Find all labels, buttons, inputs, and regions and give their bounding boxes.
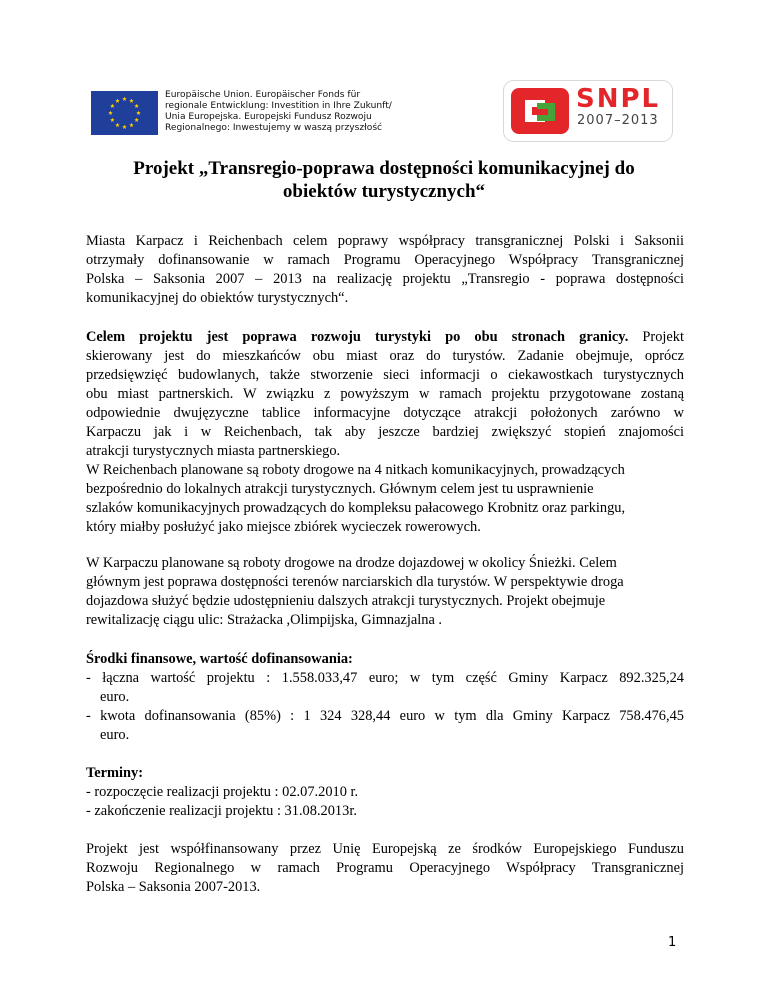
text-line: - zakończenie realizacji projektu : 31.08.2013r.: [86, 803, 357, 819]
text-line: bezpośrednio do lokalnych atrakcji turystycznych. Głównym celem jest tu usprawnienie: [86, 481, 594, 497]
eu-text-line: regionale Entwicklung: Investition in Ihre Zukunft/: [165, 101, 392, 111]
text-line: atrakcji turystycznych miasta partnerskiego.: [86, 443, 341, 459]
intro-paragraph: [86, 232, 684, 308]
karpacz-paragraph: [86, 554, 684, 630]
terms-section: [86, 764, 684, 821]
text-line: skierowany jest do mieszkańców obu miast oraz do turystów. Zadanie obejmuje, oprócz: [86, 348, 684, 364]
text-line: euro.: [100, 727, 130, 743]
text-line: - kwota dofinansowania (85%) : 1 324 328,44 euro w tym dla Gminy Karpacz 758.476,45: [86, 708, 684, 724]
text-line: szlaków komunikacyjnych prowadzących do kompleksu pałacowego Krobnitz oraz parkingu,: [86, 500, 626, 516]
snpl-name: SNPL: [576, 84, 661, 114]
text-line: - łączna wartość projektu : 1.558.033,47 euro; w tym część Gminy Karpacz 892.325,24: [86, 670, 684, 686]
goal-lead: Celem projektu jest poprawa rozwoju turystyki po obu stronach granicy.: [86, 329, 629, 345]
page-number: 1: [668, 935, 677, 950]
text-line: obu miast partnerskich. W związku z powyższym w ramach projektu przygotowane zostaną: [86, 386, 684, 402]
text-line: Rozwoju Regionalnego w ramach Programu Operacyjnego Współpracy Transgranicznej: [86, 860, 684, 876]
text-line: który miałby posłużyć jako miejsce zbiórek wycieczek rowerowych.: [86, 519, 481, 535]
text-line: głównym jest poprawa dostępności terenów narciarskich dla turystów. W perspektywie droga: [86, 574, 624, 590]
goal-first-line: [86, 328, 684, 347]
text-line: Polska – Saksonia 2007 – 2013 na realizację projektu „Transregio - poprawa dostępności: [86, 271, 684, 287]
title-line: obiektów turystycznych“: [282, 181, 486, 202]
terms-heading: Terminy:: [86, 765, 144, 781]
snpl-years: 2007–2013: [577, 113, 659, 128]
text-line: rewitalizację ciągu ulic: Strażacka ,Olimpijska, Gimnazjalna .: [86, 612, 443, 628]
eu-funding-text: [165, 90, 405, 134]
eu-text-line: Europäische Union. Europäischer Fonds für: [165, 90, 361, 100]
eu-text-line: Unia Europejska. Europejski Fundusz Rozwoju: [165, 112, 372, 122]
goal-paragraph: [86, 328, 684, 537]
text-line: odpowiednie dwujęzyczne tablice informacyjne dotyczące atrakcji położonych zarówno w: [86, 405, 684, 421]
finance-section: [86, 650, 684, 745]
page-title: [80, 157, 688, 203]
text-line: W Karpaczu planowane są roboty drogowe na drodze dojazdowej w okolicy Śnieżki. Celem: [86, 555, 617, 571]
text-line: Miasta Karpacz i Reichenbach celem poprawy współpracy transgranicznej Polski i Saksonii: [86, 233, 684, 249]
title-line: Projekt „Transregio-poprawa dostępności komunikacyjnej do: [133, 158, 635, 179]
text-line: dojazdowa służyć będzie udostępnieniu dalszych atrakcji turystycznych. Projekt obejmuje: [86, 593, 606, 609]
eu-flag-logo: [91, 91, 158, 135]
finance-heading: Środki finansowe, wartość dofinansowania:: [86, 651, 353, 667]
text-line: - rozpoczęcie realizacji projektu : 02.07.2010 r.: [86, 784, 359, 800]
text-line: otrzymały dofinansowanie w ramach Programu Operacyjnego Współpracy Transgranicznej: [86, 252, 684, 268]
text-line: Projekt jest współfinansowany przez Unię Europejską ze środków Europejskiego Funduszu: [86, 841, 684, 857]
text-line: Polska – Saksonia 2007-2013.: [86, 879, 261, 895]
text-line: komunikacyjnej do obiektów turystycznych“.: [86, 290, 349, 306]
text-line: przedsięwzięć budowlanych, także stworzenie sieci informacji o ciekawostkach turystycznych: [86, 367, 684, 383]
text-line: euro.: [100, 689, 130, 705]
closing-paragraph: [86, 840, 684, 897]
goal-lead-rest: Projekt: [628, 329, 684, 345]
text-line: Karpaczu jak i w Reichenbach, tak aby jeszcze bardziej zwiększyć stopień znajomości: [86, 424, 684, 440]
eu-text-line: Regionalnego: Inwestujemy w waszą przyszłość: [165, 123, 383, 133]
text-line: W Reichenbach planowane są roboty drogowe na 4 nitkach komunikacyjnych, prowadzących: [86, 462, 625, 478]
